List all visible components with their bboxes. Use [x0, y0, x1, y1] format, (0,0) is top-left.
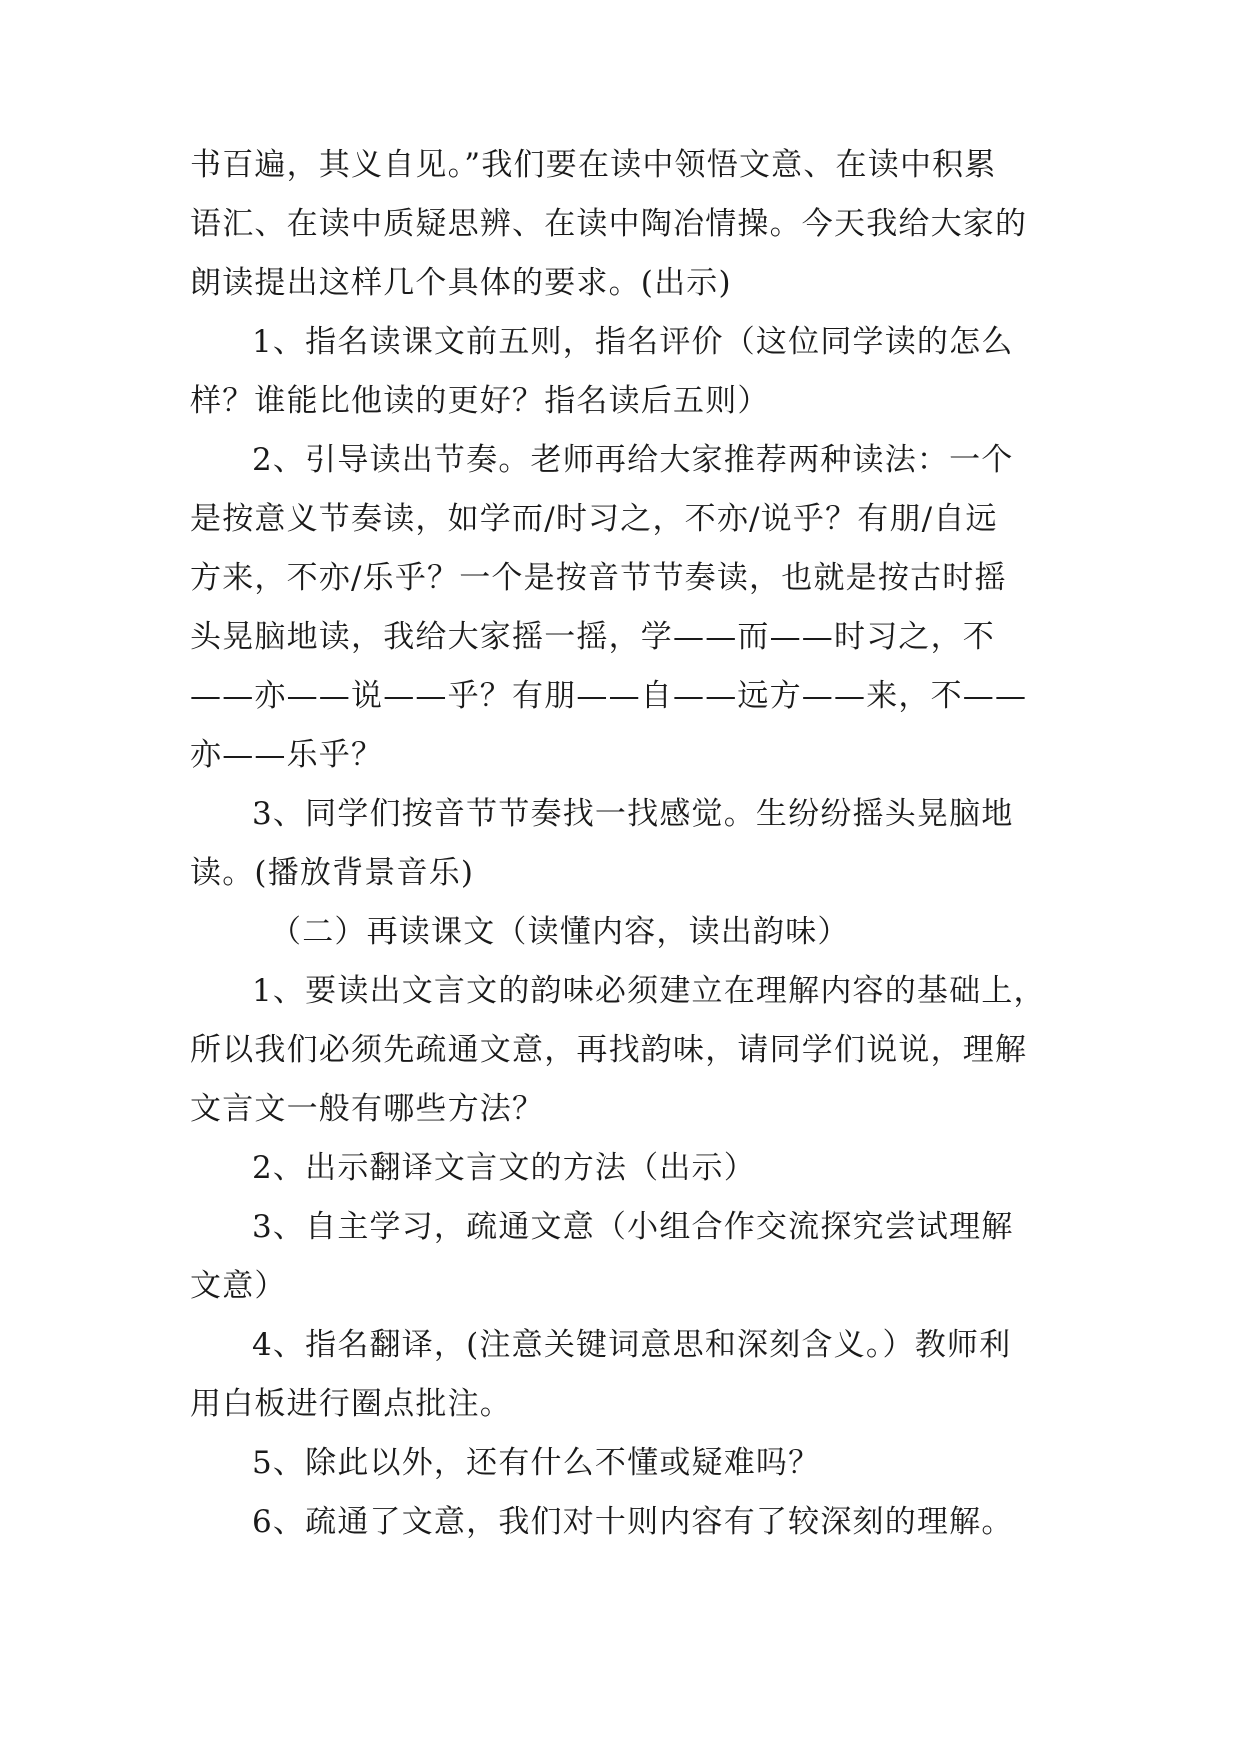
- text-line: 是按意义节奏读，如学而/时习之，不亦/说乎？有朋/自远: [190, 501, 998, 537]
- text-line: 朗读提出这样几个具体的要求。(出示): [190, 265, 732, 301]
- text-line: 1、指名读课文前五则，指名评价（这位同学读的怎么: [252, 324, 1014, 360]
- document-page: [190, 0, 1050, 1754]
- text-line: 亦——乐乎？: [190, 737, 384, 773]
- text-line: 文言文一般有哪些方法？: [190, 1091, 545, 1127]
- text-line: 1、要读出文言文的韵味必须建立在理解内容的基础上，: [252, 973, 1046, 1009]
- text-line: 6、疏通了文意，我们对十则内容有了较深刻的理解。: [252, 1504, 1014, 1540]
- text-line: 用白板进行圈点批注。: [190, 1386, 512, 1422]
- text-line: 4、指名翻译，(注意关键词意思和深刻含义。）教师利: [252, 1327, 1012, 1363]
- text-line: 所以我们必须先疏通文意，再找韵味，请同学们说说，理解: [190, 1032, 1028, 1068]
- text-line: 3、同学们按音节节奏找一找感觉。生纷纷摇头晃脑地: [252, 796, 1014, 832]
- text-line: 方来，不亦/乐乎？一个是按音节节奏读，也就是按古时摇: [190, 560, 1007, 596]
- text-line: 5、除此以外，还有什么不懂或疑难吗？: [252, 1445, 821, 1481]
- text-line: 样？谁能比他读的更好？指名读后五则）: [190, 383, 770, 419]
- text-line: 2、引导读出节奏。老师再给大家推荐两种读法：一个: [252, 442, 1014, 478]
- text-line: 文意）: [190, 1268, 287, 1304]
- text-line: 读。(播放背景音乐): [190, 855, 475, 891]
- text-line: 3、自主学习，疏通文意（小组合作交流探究尝试理解: [252, 1209, 1014, 1245]
- text-line: 2、出示翻译文言文的方法（出示）: [252, 1150, 756, 1186]
- text-line: 语汇、在读中质疑思辨、在读中陶冶情操。今天我给大家的: [190, 206, 1028, 242]
- section-heading: （二）再读课文（读懂内容，读出韵味）: [270, 914, 850, 950]
- text-line: 书百遍，其义自见。”我们要在读中领悟文意、在读中积累: [190, 147, 997, 183]
- text-line: ——亦——说——乎？有朋——自——远方——来，不——: [190, 678, 1028, 714]
- text-line: 头晃脑地读，我给大家摇一摇，学——而——时习之，不: [190, 619, 995, 655]
